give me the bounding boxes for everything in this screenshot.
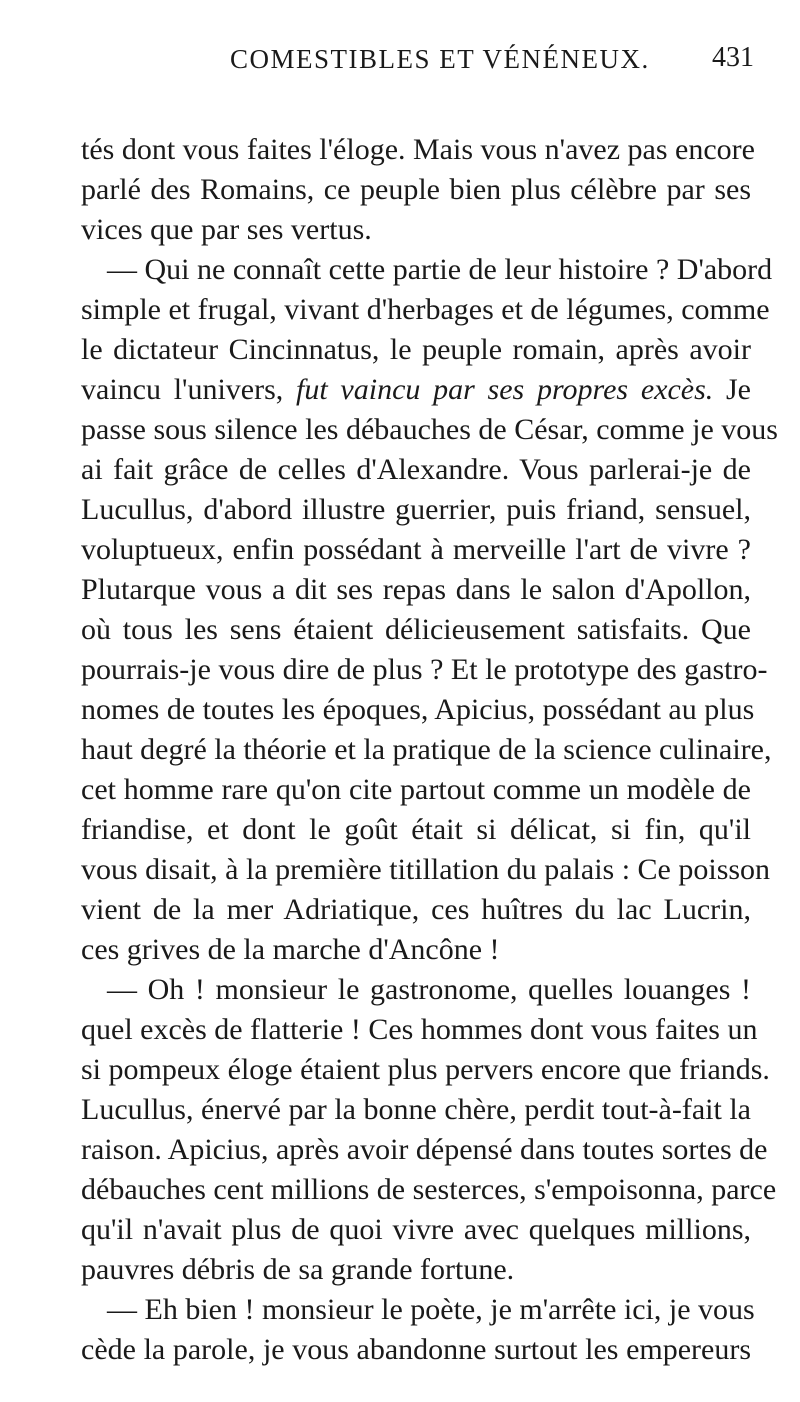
running-title: COMESTIBLES ET VÉNÉNEUX. <box>230 44 650 74</box>
text-line: friandise, et dont le goût était si délicat, si fin, qu'il <box>81 813 751 846</box>
text-line: le dictateur Cincinnatus, le peuple romain, après avoir <box>81 333 751 366</box>
text-line: parlé des Romains, ce peuple bien plus célèbre par ses <box>81 173 751 206</box>
text-line <box>81 370 751 410</box>
text-line: vient de la mer Adriatique, ces huîtres du lac Lucrin, <box>81 893 751 926</box>
text-line: vous disait, à la première titillation du palais : Ce poisson <box>81 853 771 886</box>
text-line: haut degré la théorie et la pratique de la science culinaire, <box>81 733 772 766</box>
text-line: pourrais-je vous dire de plus ? Et le prototype des gastro- <box>81 653 768 686</box>
text-line: ai fait grâce de celles d'Alexandre. Vous parlerai-je de <box>81 453 751 486</box>
italic-phrase: fut vaincu par ses propres excès. <box>296 373 714 406</box>
text-line: — Eh bien ! monsieur le poète, je m'arrête ici, je vous <box>107 1293 755 1326</box>
text-line: si pompeux éloge étaient plus pervers encore que friands. <box>81 1053 770 1086</box>
text-line: cet homme rare qu'on cite partout comme un modèle de <box>81 773 751 806</box>
text-line: — Oh ! monsieur le gastronome, quelles louanges ! <box>107 973 751 1006</box>
text-line: débauches cent millions de sesterces, s'empoisonna, parce <box>81 1173 777 1206</box>
text-line: pauvres débris de sa grande fortune. <box>81 1253 515 1286</box>
text-line: passe sous silence les débauches de César, comme je vous <box>81 413 778 446</box>
text-segment: Je <box>713 373 751 406</box>
text-line: voluptueux, enfin possédant à merveille l'art de vivre ? <box>81 533 751 566</box>
text-line: — Qui ne connaît cette partie de leur histoire ? D'abord <box>107 253 773 286</box>
text-line: vices que par ses vertus. <box>81 213 372 246</box>
text-line: quel excès de flatterie ! Ces hommes dont vous faites un <box>81 1013 758 1046</box>
text-line: Lucullus, d'abord illustre guerrier, puis friand, sensuel, <box>81 493 751 526</box>
text-line: tés dont vous faites l'éloge. Mais vous n'avez pas encore <box>81 133 755 166</box>
text-line: Plutarque vous a dit ses repas dans le salon d'Apollon, <box>81 573 751 606</box>
text-line: qu'il n'avait plus de quoi vivre avec quelques millions, <box>81 1213 751 1246</box>
text-line: nomes de toutes les époques, Apicius, possédant au plus <box>81 693 755 726</box>
text-line: simple et frugal, vivant d'herbages et de légumes, comme <box>81 293 770 326</box>
text-line: ces grives de la marche d'Ancône ! <box>81 933 500 966</box>
text-line: où tous les sens étaient délicieusement satisfaits. Que <box>81 613 751 646</box>
text-line: cède la parole, je vous abandonne surtout les empereurs <box>81 1333 751 1366</box>
text-line: Lucullus, énervé par la bonne chère, perdit tout-à-fait la <box>81 1093 751 1126</box>
text-line: raison. Apicius, après avoir dépensé dans toutes sortes de <box>81 1133 768 1166</box>
text-segment: vaincu l'univers, <box>81 373 297 406</box>
page-number: 431 <box>712 42 754 73</box>
running-header <box>0 30 800 102</box>
